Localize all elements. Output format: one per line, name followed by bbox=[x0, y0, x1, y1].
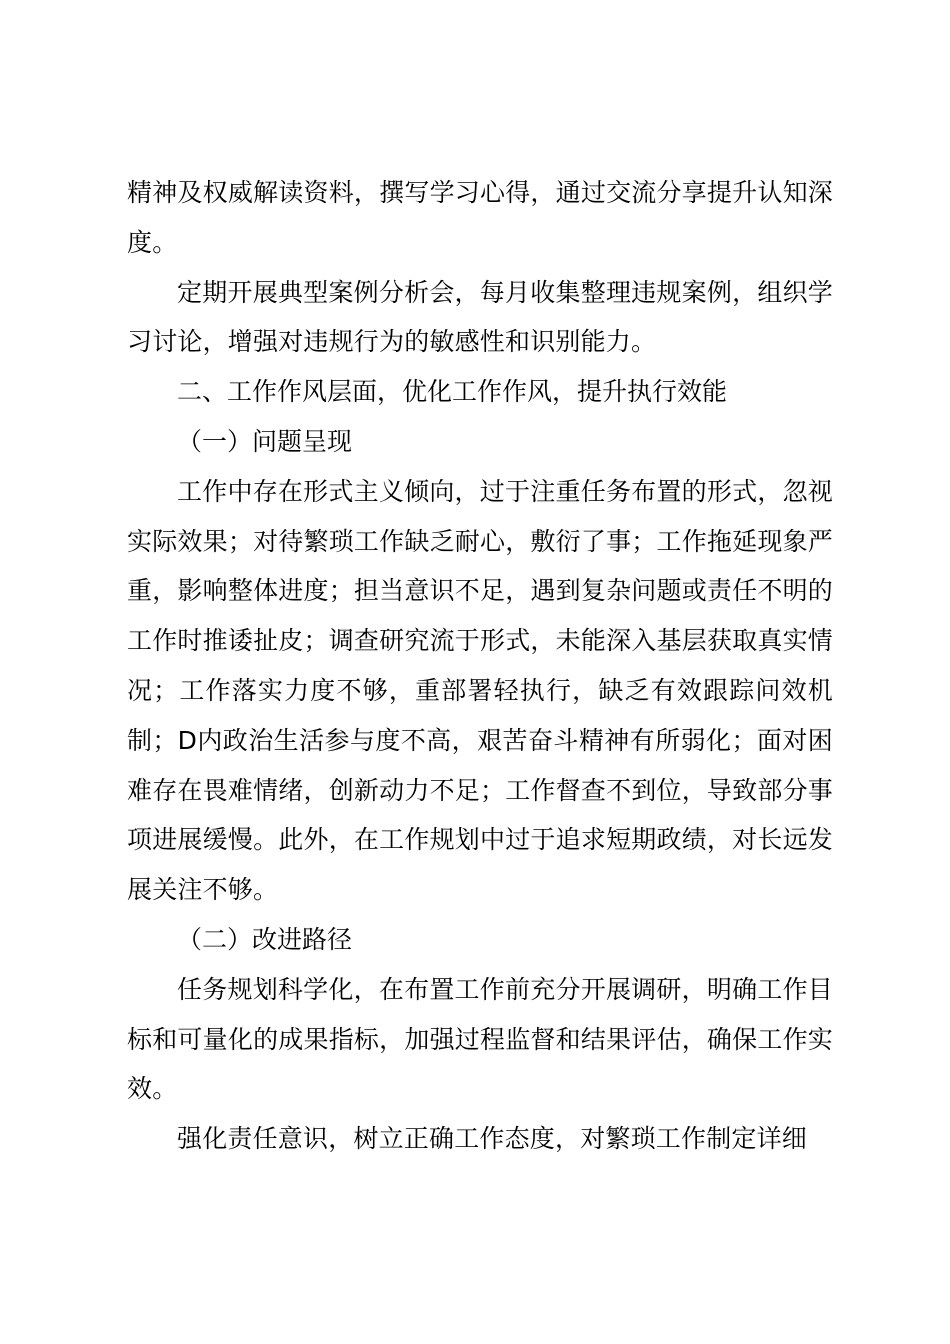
paragraph-task-planning: 任务规划科学化，在布置工作前充分开展调研，明确工作目标和可量化的成果指标，加强过程监督和结果评估，确保工作实效。 bbox=[127, 974, 833, 1104]
paragraph-responsibility: 强化责任意识，树立正确工作态度，对繁琐工作制定详细 bbox=[177, 1124, 808, 1154]
paragraph-problems: 工作中存在形式主义倾向，过于注重任务布置的形式，忽视实际效果；对待繁琐工作缺乏耐心，敷衍了事；工作拖延现象严重，影响整体进度；担当意识不足，遇到复杂问题或责任不明的工作时推诿扯皮；调查研究流于形式，未能深入基层获取真实情况；工作落实力度不够，重部署轻执行，缺乏有效跟踪问效机制；D内政治生活参与度不高，艰苦奋斗精神有所弱化；面对困难存在畏难情绪，创新动力不足；工作督查不到位，导致部分事项进展缓慢。此外，在工作规划中过于追求短期政绩，对长远发展关注不够。 bbox=[127, 476, 833, 905]
subsection-heading-problems: （一）问题呈现 bbox=[177, 426, 353, 456]
paragraph-continuation: 精神及权威解读资料，撰写学习心得，通过交流分享提升认知深度。 bbox=[127, 178, 833, 257]
paragraph-case-analysis: 定期开展典型案例分析会，每月收集整理违规案例，组织学习讨论，增强对违规行为的敏感性和识别能力。 bbox=[127, 277, 833, 357]
document-body bbox=[127, 168, 833, 1164]
section-heading: 二、工作作风层面，优化工作作风，提升执行效能 bbox=[177, 377, 728, 407]
subsection-heading-improvement: （二）改进路径 bbox=[177, 924, 353, 954]
